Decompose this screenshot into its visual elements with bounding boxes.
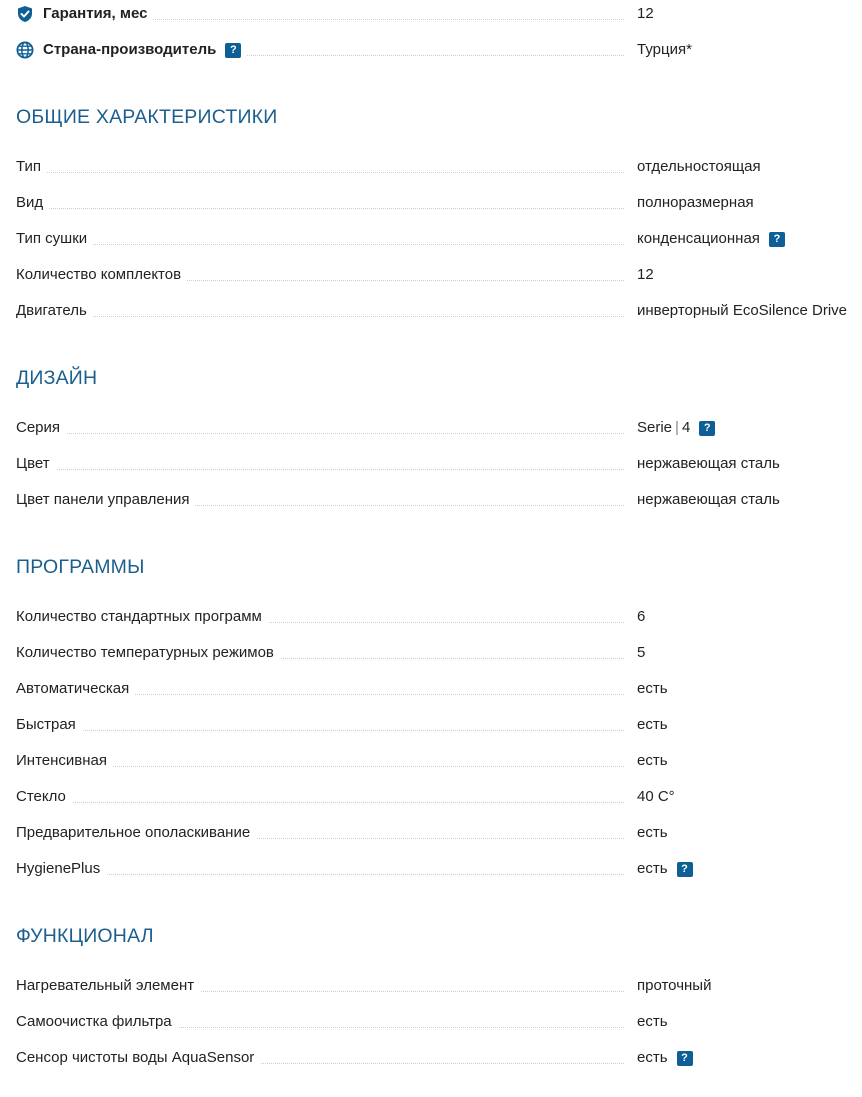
spec-row [16,300,862,322]
spec-value: Турция* [637,41,692,58]
dotted-leader [16,730,624,731]
spec-value: 5 [637,644,646,661]
help-icon[interactable]: ? [225,43,241,58]
spec-row [16,453,862,475]
spec-row [16,678,862,700]
spec-row [16,714,862,736]
dotted-leader [16,874,624,875]
spec-value: есть [637,680,668,697]
spec-label: Количество температурных режимов [16,642,280,664]
spec-row [16,489,862,511]
spec-value: есть [637,824,668,841]
spec-row [16,606,862,628]
spec-label: Сенсор чистоты воды AquaSensor [16,1047,260,1069]
dotted-leader [16,208,624,209]
dotted-leader [16,172,624,173]
help-icon[interactable]: ? [677,1051,693,1066]
spec-row-country [16,39,862,61]
dotted-leader [16,802,624,803]
spec-label: Интенсивная [16,750,113,772]
spec-label: Количество комплектов [16,264,187,286]
spec-value-text: есть [637,1049,668,1066]
shield-check-icon [16,5,34,23]
spec-label: HygienePlus [16,858,106,880]
section-title-design: ДИЗАЙН [16,367,98,389]
dotted-leader [16,433,624,434]
spec-label: Автоматическая [16,678,135,700]
spec-label: Стекло [16,786,72,808]
help-icon[interactable]: ? [677,862,693,877]
spec-value: полноразмерная [637,194,754,211]
spec-row [16,1011,862,1033]
spec-value: отдельностоящая [637,158,761,175]
spec-row [16,786,862,808]
spec-value-text: конденсационная [637,230,760,247]
help-icon[interactable]: ? [699,421,715,436]
spec-row [16,1047,862,1069]
dotted-leader [16,244,624,245]
country-label: Страна-производитель [43,41,217,58]
spec-label [16,39,247,61]
dotted-leader [16,316,624,317]
spec-label: Цвет панели управления [16,489,195,511]
spec-value: 12 [637,266,654,283]
help-icon[interactable]: ? [769,232,785,247]
spec-label: Самоочистка фильтра [16,1011,178,1033]
spec-value: инверторный EcoSilence Drive [637,302,848,319]
spec-row [16,750,862,772]
series-separator: | [675,419,679,436]
spec-row [16,642,862,664]
spec-label: Предварительное ополаскивание [16,822,256,844]
spec-label: Цвет [16,453,56,475]
dotted-leader [16,469,624,470]
globe-icon [16,41,34,59]
section-title-programs: ПРОГРАММЫ [16,556,145,578]
warranty-label: Гарантия, мес [43,5,148,22]
spec-value: 6 [637,608,646,625]
spec-label: Тип [16,156,47,178]
spec-value: есть [637,716,668,733]
section-title-features: ФУНКЦИОНАЛ [16,925,154,947]
spec-row [16,156,862,178]
spec-value: проточный [637,977,712,994]
spec-label [16,3,153,25]
spec-value [637,1047,693,1069]
spec-value: есть [637,1013,668,1030]
spec-row [16,975,862,997]
spec-value [637,858,693,880]
series-number: 4 [681,419,691,436]
spec-value: 40 С° [637,788,675,805]
spec-value [637,228,785,250]
spec-label: Нагревательный элемент [16,975,200,997]
spec-value-text: есть [637,860,668,877]
spec-label: Быстрая [16,714,82,736]
spec-value [637,417,715,439]
spec-value: нержавеющая сталь [637,455,780,472]
spec-value: 12 [637,5,654,22]
spec-value: нержавеющая сталь [637,491,780,508]
spec-label: Серия [16,417,66,439]
spec-row [16,858,862,880]
spec-label: Вид [16,192,49,214]
spec-row [16,264,862,286]
section-title-general: ОБЩИЕ ХАРАКТЕРИСТИКИ [16,106,278,128]
spec-value: есть [637,752,668,769]
spec-row [16,822,862,844]
spec-row [16,417,862,439]
spec-label: Тип сушки [16,228,93,250]
spec-label: Двигатель [16,300,93,322]
spec-row [16,228,862,250]
spec-row [16,192,862,214]
spec-label: Количество стандартных программ [16,606,268,628]
series-name: Serie [637,419,673,436]
spec-row-warranty [16,3,862,25]
